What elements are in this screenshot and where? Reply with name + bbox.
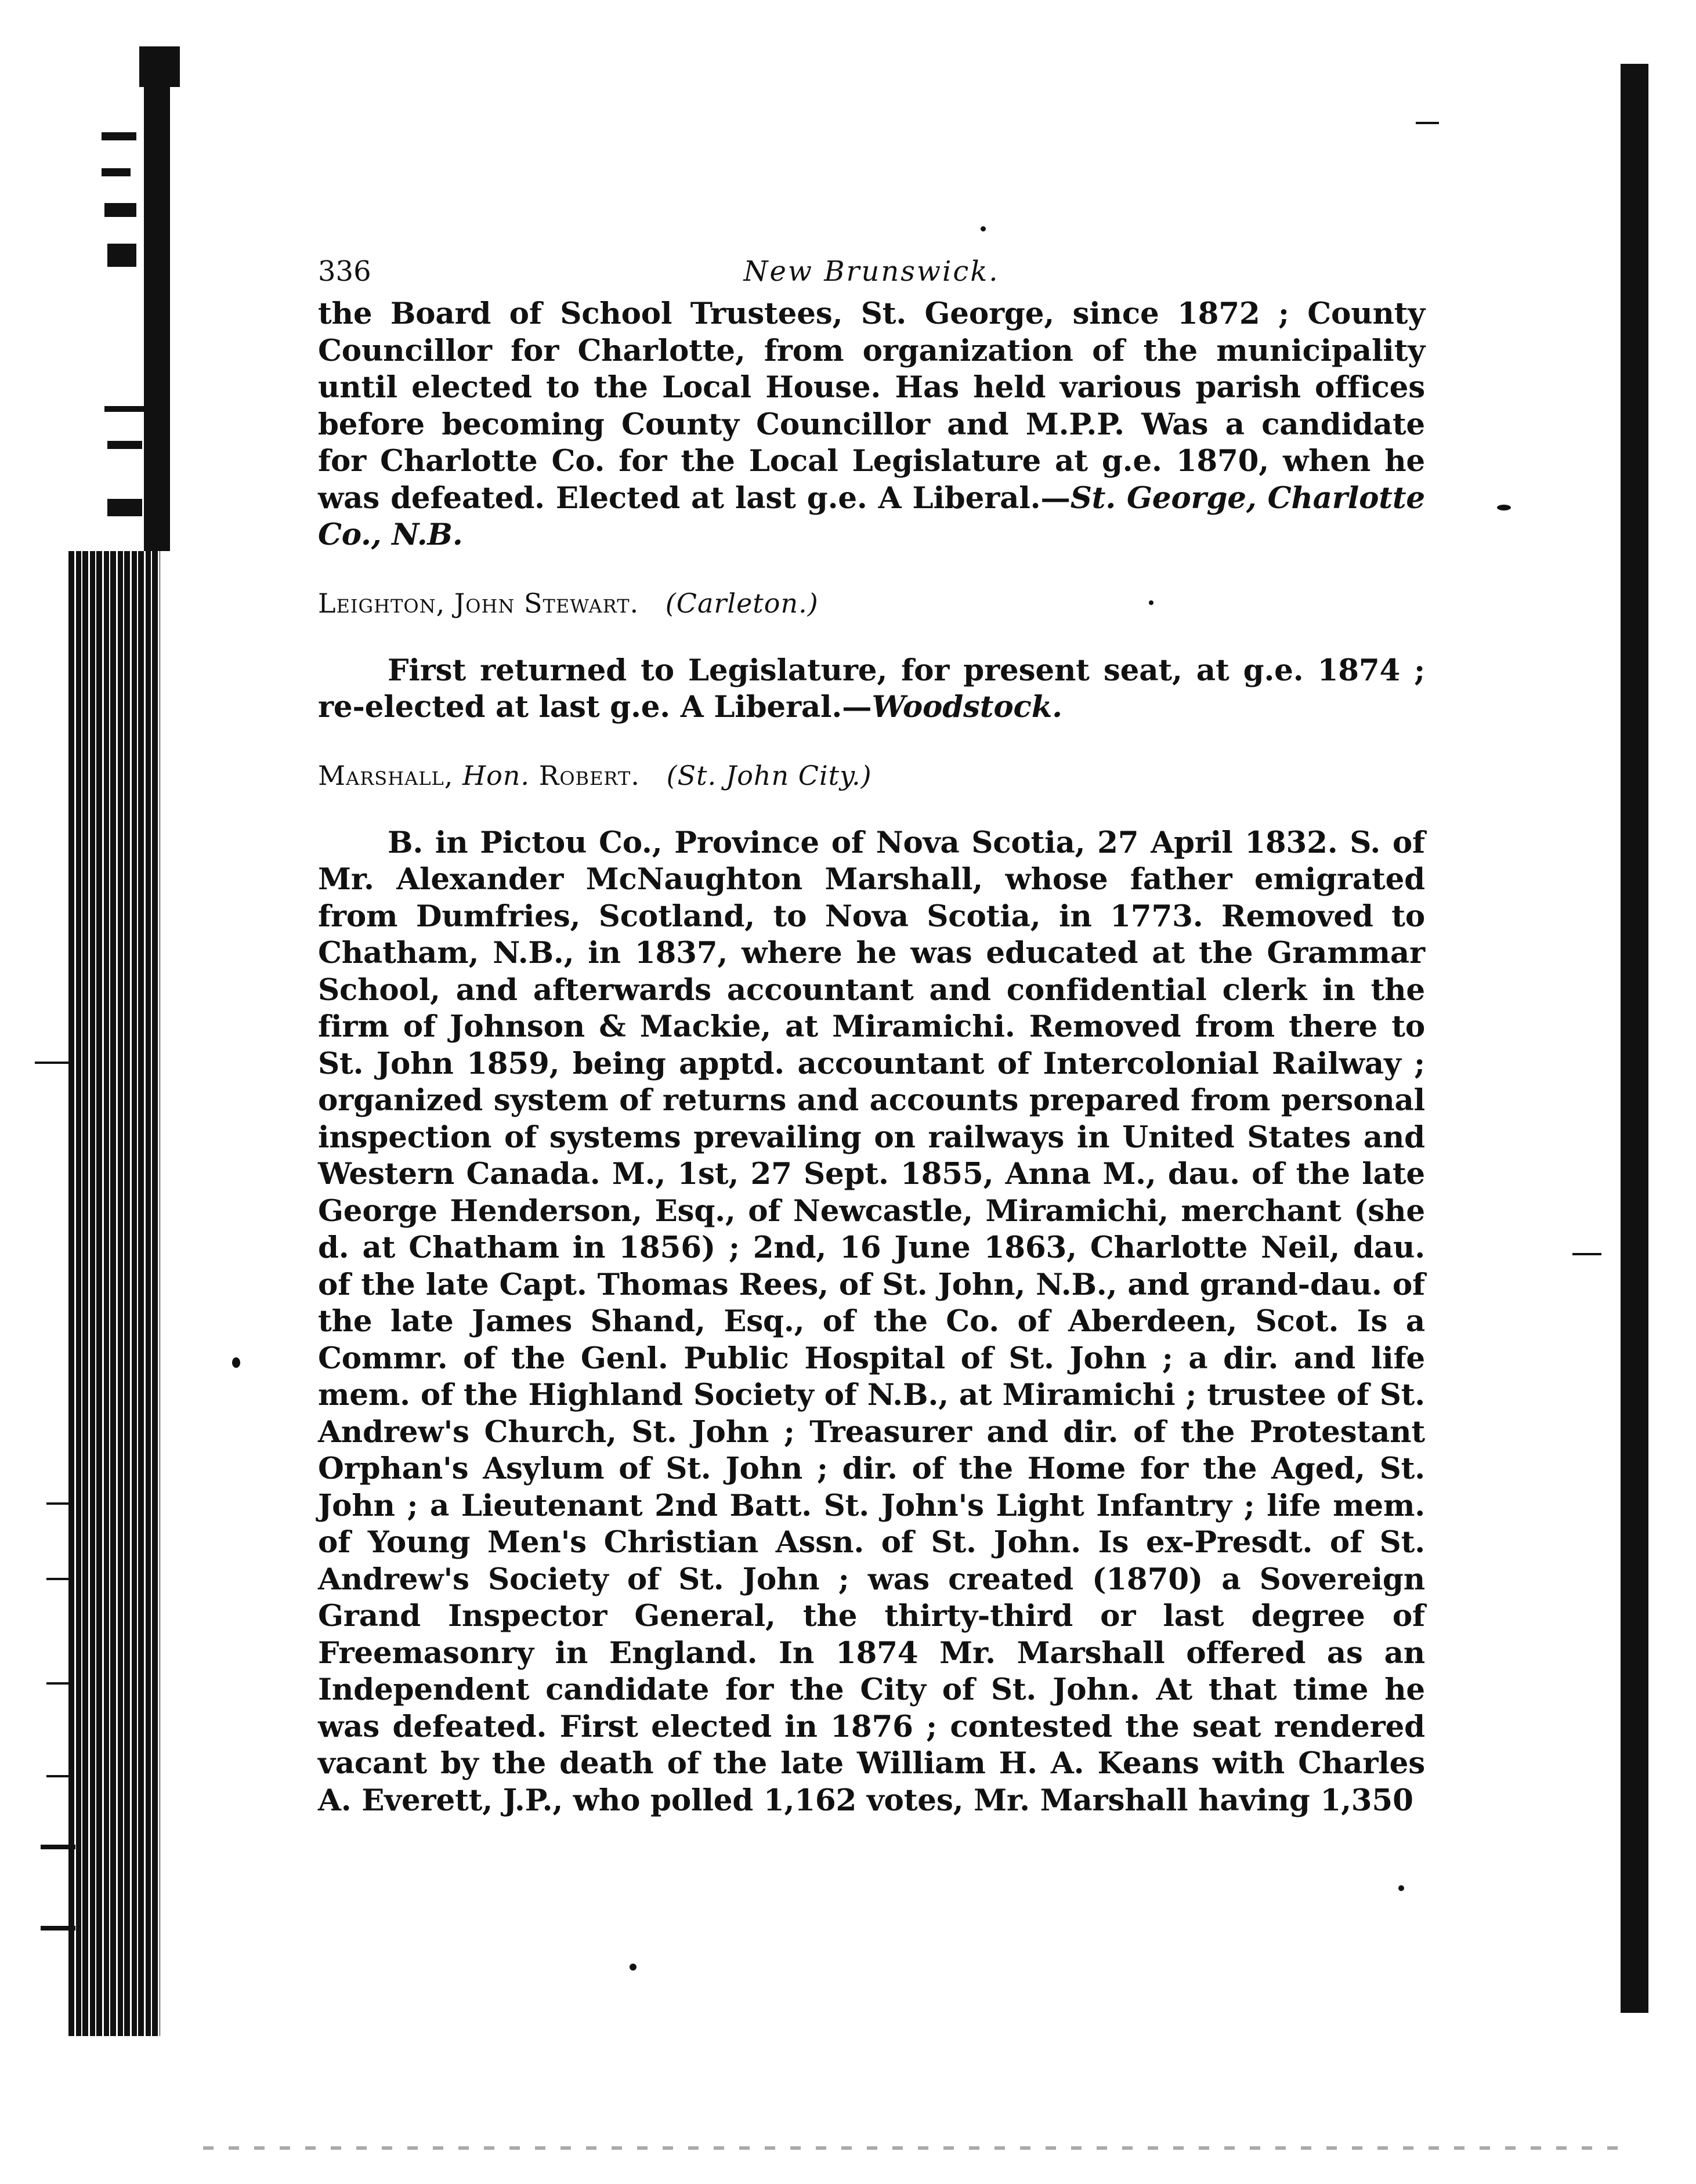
entry-heading: Leighton, John Stewart. (Carleton.) [318, 587, 819, 619]
scan-tick-mark [46, 1682, 70, 1685]
document-page [318, 255, 1425, 1819]
scan-tick-mark [46, 1502, 70, 1505]
scan-artifact-left-top [144, 46, 170, 551]
entry-riding: (St. John City.) [666, 759, 872, 791]
scan-speck [1398, 1885, 1404, 1891]
scan-tick-mark [46, 1775, 70, 1777]
scan-artifact-bottom-edge [203, 2146, 1619, 2150]
scan-speck [232, 1357, 240, 1368]
entry-body [318, 653, 1425, 726]
entry-location: Woodstock. [871, 690, 1062, 725]
scan-tick-mark [46, 1578, 70, 1580]
scan-speck [630, 1964, 637, 1971]
continuation-location: St. George, Charlotte Co., N.B. [318, 480, 1425, 552]
scan-tick-mark [107, 441, 142, 449]
scan-speck [1497, 505, 1511, 510]
continuation-paragraph [318, 296, 1425, 554]
scan-tick-mark [41, 1845, 75, 1849]
continuation-text: the Board of School Trustees, St. George, since 1872 ; County Councillor for Charlotte, from organization of the municipality until elected to the Local House. Has held various parish offices before becoming County Councillor and M.P.P. Was a candidate for Charlotte Co. for the Local Legislature at g.e. 1870, when he was defeated. Elected at last g.e. A Liberal.— [318, 296, 1425, 516]
scan-tick-mark [1572, 1253, 1601, 1255]
page-number: 336 [318, 255, 371, 288]
entry-given-names: Robert. [538, 759, 640, 791]
scan-tick-mark [107, 244, 136, 267]
running-head [318, 255, 1425, 296]
scan-tick-mark [104, 203, 136, 217]
scan-artifact-right-bar [1621, 64, 1648, 2013]
entry-honorific: Hon. [462, 759, 530, 791]
entry-body [318, 825, 1425, 1820]
scan-tick-mark [102, 132, 136, 140]
entry-body-text: First returned to Legislature, for present seat, at g.e. 1874 ; re-elected at last g.e. A Liberal.— [318, 653, 1425, 725]
entry-given-names: John Stewart. [454, 587, 639, 619]
scan-artifact-left-bar [68, 551, 160, 2036]
scan-tick-mark [41, 1926, 75, 1931]
entry-heading [318, 760, 1425, 791]
scan-tick-mark [35, 1062, 70, 1064]
entry-surname: Leighton [318, 587, 436, 619]
scan-tick-mark [102, 168, 131, 176]
running-title: New Brunswick. [743, 255, 1000, 288]
scan-tick-mark [1416, 122, 1439, 124]
scan-speck [981, 226, 986, 231]
scan-tick-mark [107, 499, 142, 516]
scan-tick-mark [104, 406, 145, 412]
entry-body-text: B. in Pictou Co., Province of Nova Scotia, 27 April 1832. S. of Mr. Alexander McNaughton Marshall, whose father emigrated from Dumfries, Scotland, to Nova Scotia, in 1773. Removed to Chatham, N.B., in 1837, where he was educated at the Grammar School, and afterwards accountant and confidential clerk in the firm of Johnson & Mackie, at Miramichi. Removed from there to St. John 1859, being apptd. accountant of Intercolonial Railway ; organized system of returns and accounts prepared from personal inspection of systems prevailing on railways in United States and Western Canada. M., 1st, 27 Sept. 1855, Anna M., dau. of the late George Henderson, Esq., of Newcastle, Miramichi, merchant (she d. at Chatham in 1856) ; 2nd, 16 June 1863, Charlotte Neil, dau. of the late Capt. Thomas Rees, of St. John, N.B., and grand-dau. of the late James Shand, Esq., of the Co. of Aberdeen, Scot. Is a Commr. of the Genl. Public Hospital of St. John ; a dir. and life mem. of the Highland Society of N.B., at Miramichi ; trustee of St. Andrew's Church, St. John ; Treasurer and dir. of the Protestant Orphan's Asylum of St. John ; dir. of the Home for the Aged, St. John ; a Lieutenant 2nd Batt. St. John's Light Infantry ; life mem. of Young Men's Christian Assn. of St. John. Is ex-Presdt. of St. Andrew's Society of St. John ; was created (1870) a Sovereign Grand Inspector General, the thirty-third or last degree of Freemasonry in England. In 1874 Mr. Marshall offered as an Independent candidate for the City of St. John. At that time he was defeated. First elected in 1876 ; contested the seat rendered vacant by the death of the late William H. A. Keans with Charles A. Everett, J.P., who polled 1,162 votes, Mr. Marshall having 1,350 [318, 825, 1425, 1818]
entry-riding: (Carleton.) [665, 587, 819, 619]
entry-surname: Marshall, [318, 759, 454, 791]
